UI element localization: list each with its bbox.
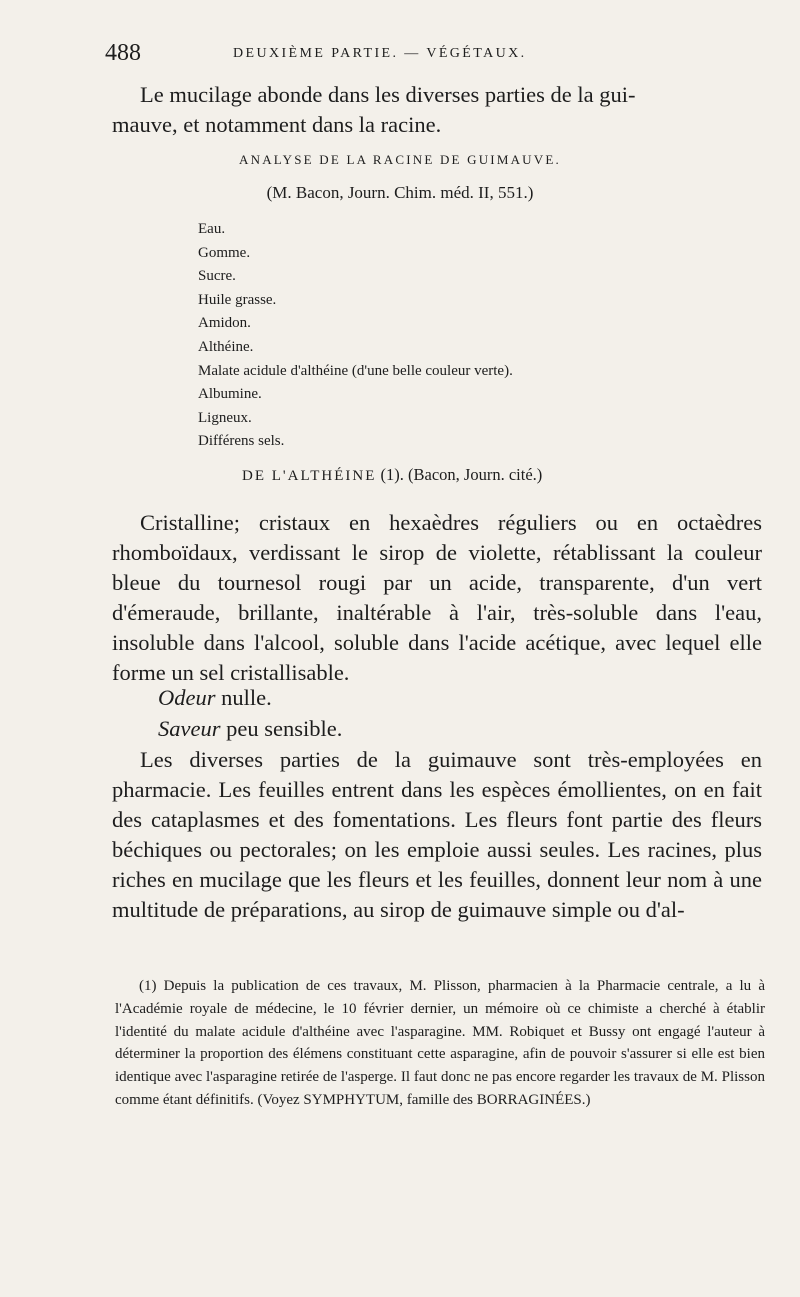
- footnote: (1) Depuis la publication de ces travaux, M. Plisson, pharmacien à la Pharmacie centrale, a lu à l'Académie royale de médecine, le 10 février dernier, un mémoire où ce chimiste a cherché à établir l'identité du malate acidule d'althéine avec l'asparagine. MM. Robiquet et Bussy ont engagé l'auteur à déterminer la proportion des élémens constituant cette asparagine, afin de pouvoir s'assurer si elle est bien identique avec l'asparagine retirée de l'asperge. Il faut donc ne pas encore regarder les travaux de M. Plisson comme étant définitifs. (Voyez SYMPHYTUM, famille des BORRAGINÉES.): [115, 978, 765, 1108]
- running-head-title: DEUXIÈME PARTIE. — VÉGÉTAUX.: [233, 46, 527, 61]
- saveur-label: Saveur: [158, 716, 221, 741]
- saveur-value: peu sensible.: [220, 716, 343, 741]
- paragraph-cristalline: Cristalline; cristaux en hexaèdres réguliers ou en octaèdres rhomboïdaux, verdissant le sirop de violette, rétablissant la couleur bleue du tournesol rougi par un acide, transparente, d'un vert d'émeraude, brillante, inaltérable à l'air, très-soluble dans l'eau, insoluble dans l'alcool, soluble dans l'acide acétique, avec lequel elle forme un sel cristallisable.: [112, 510, 762, 685]
- analysis-list: [198, 218, 513, 454]
- list-item: Althéine.: [198, 338, 254, 355]
- list-item: Eau.: [198, 221, 226, 237]
- paragraph-diverses: Les diverses parties de la guimauve sont très-employées en pharmacie. Les feuilles entrent dans les espèces émollientes, on en fait des cataplasmes et des fomentations. Les fleurs font partie des fleurs béchiques ou pectorales; on les emploie aussi seules. Les racines, plus riches en mucilage que les fleurs et les feuilles, donnent leur nom à une multitude de préparations, au sirop de guimauve simple ou d'al-: [112, 747, 762, 922]
- list-item: Sucre.: [198, 268, 236, 285]
- list-item: Malate acidule d'althéine (d'une belle couleur verte).: [198, 362, 513, 379]
- intro-line-2: mauve, et notamment dans la racine.: [112, 112, 442, 137]
- page-number: 488: [105, 40, 141, 66]
- intro-line-1: Le mucilage abonde dans les diverses parties de la gui-: [140, 82, 636, 107]
- list-item: Gomme.: [198, 244, 251, 261]
- list-item: Amidon.: [198, 315, 251, 332]
- list-item: Albumine.: [198, 386, 262, 403]
- paragraph-odeur: [158, 683, 800, 713]
- running-head: [105, 40, 740, 70]
- odeur-value: nulle.: [215, 685, 272, 710]
- odeur-label: Odeur: [158, 685, 216, 710]
- paragraph-saveur: [158, 714, 800, 744]
- list-item: Huile grasse.: [198, 291, 277, 308]
- analysis-source: (M. Bacon, Journ. Chim. méd. II, 551.): [266, 183, 534, 202]
- altheine-heading-title: DE L'ALTHÉINE: [242, 468, 377, 484]
- altheine-heading: [242, 465, 542, 485]
- altheine-heading-source: (Bacon, Journ. cité.): [408, 465, 543, 484]
- list-item: Ligneux.: [198, 409, 252, 426]
- intro-paragraph: [112, 80, 762, 140]
- analysis-title: ANALYSE DE LA RACINE DE GUIMAUVE.: [239, 152, 561, 167]
- list-item: Différens sels.: [198, 433, 285, 450]
- footnote-reference: (1).: [380, 465, 404, 484]
